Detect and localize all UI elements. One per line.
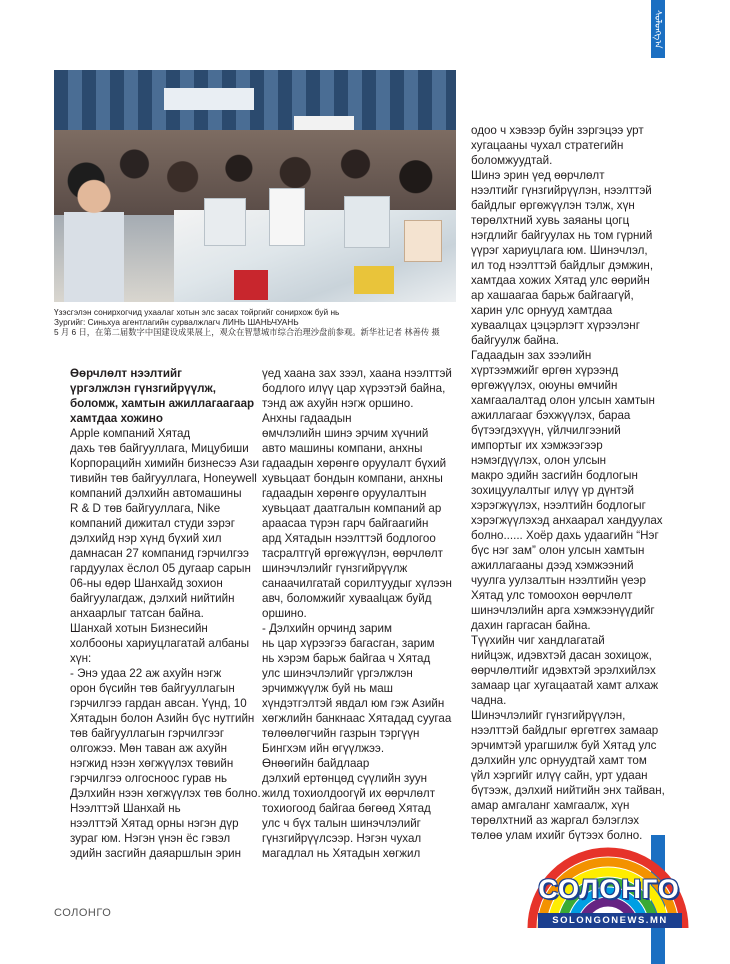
article-text-line: гүнзгийрүүлсээр. Нэгэн чухал <box>262 832 422 845</box>
caption-credit: Зургийг: Синьхуа агентлагийн сурвалжлагч ЛИНЬ ШАНЬЧУАНЬ <box>54 317 299 327</box>
article-text-line: Шанхай хотын Бизнесийн <box>70 622 208 635</box>
article-text-line: өргөжүүлэх, оюуны өмчийн <box>471 379 618 392</box>
article-text-line: эрчимжүүлж буй нь маш <box>262 682 393 695</box>
article-text-line: харин улс орнууд хамтдаа <box>471 304 613 317</box>
article-text-line: хөгжлийн банкнаас Хятадад суугаа <box>262 712 452 725</box>
article-text-line: хамтдаа хожих Хятад улс өөрийн <box>471 274 650 287</box>
article-text-line: төв байгууллагын гэрчилгээг <box>70 727 225 740</box>
article-text-line: хэрэгжүүлэхэд анхаарал хандуулах <box>471 514 663 527</box>
article-text-line: шинэчлэлийг гүнзгийрүүлж <box>262 562 408 575</box>
article-text-line: төлөөлөгчийн газрын тэргүүн <box>262 727 420 740</box>
article-text-line: гардуулах ёслол 05 дугаар сарын <box>70 562 251 575</box>
article-text-line: төрөлхтний аз жаргал бэлэглэх <box>471 814 640 827</box>
logo-wordmark: СОЛОНГО <box>538 874 680 904</box>
article-text-line: төрөлхтний хувь заяаны цогц <box>471 214 630 227</box>
article-text-line: дахь төв байгууллага, Мицубиши <box>70 442 249 455</box>
article-text-line: нь цар хүрээгээ багасган, зарим <box>262 637 435 650</box>
article-column-2 <box>262 366 452 861</box>
article-text-line: улс ч бүх талын шинэчлэлийг <box>262 817 421 830</box>
article-text-line: тасралтгүй өргөжүүлэн, өөрчлөлт <box>262 547 443 560</box>
article-text-line: болно...... Хоёр дахь удаагийн “Нэг <box>471 529 659 542</box>
article-text-line: Нээлттэй Шанхай нь <box>70 802 181 815</box>
article-text-line: хуваалцах цэцэрлэгт хүрээлэнг <box>471 319 640 332</box>
article-text-line: нэмэгдүүлэх, олон улсын <box>471 454 607 467</box>
article-text-line: авто машины компани, анхны <box>262 442 423 455</box>
article-text-line: бүтээж, дэлхий нийтийн энх тайван, <box>471 784 665 797</box>
article-text-line: хамгаалалтад олон улсын хамтын <box>471 394 655 407</box>
article-text-line: Дэлхийн нээн хөгжүүлэх төв болно. <box>70 787 261 800</box>
article-text-line: тивийн төв байгууллага, Honeywell <box>70 472 257 485</box>
article-text-line: шинэчлэлийн арга хэмжээнүүдийг <box>471 604 655 617</box>
article-text-line: жилд тохиолдоогүй их өөрчлөлт <box>262 787 436 800</box>
article-text-line: ажиллагааны дээд хэмжээний <box>471 559 634 572</box>
side-tab-script: ᠰᠤᠯᠤᠩᠭ᠎ᠠ <box>653 9 663 49</box>
article-text-line: эрчимтэй урагшилж буй Хятад улс <box>471 739 657 752</box>
photo-caption <box>54 307 474 337</box>
caption-chinese: 5 月 6 日，在第二届数字中国建设成果展上，观众在智慧城市综合治理沙盘前参观。新华社记者 林善传 摄 <box>54 327 440 337</box>
article-text-line: бодлого илүү цар хүрээтэй байна, <box>262 382 446 395</box>
article-text-line: компаний дижитал студи зэрэг <box>70 517 235 530</box>
article-text-line: дэлхий ертөнцөд сүүлийн зуун <box>262 772 428 785</box>
article-text-line: Шинэчлэлийг гүнзгийрүүлэн, <box>471 709 626 722</box>
article-text-line: амар амгаланг хамгаалж, хүн <box>471 799 630 812</box>
caption-line: Үзэсгэлэн сонирхогчид ухаалаг хотын элс засах тойргийг сонирхож буй нь <box>54 307 340 317</box>
article-text-line: үед хаана зах зээл, хаана нээлттэй <box>262 367 452 380</box>
article-text-line: өөрчлөлтийг идэвхтэй эрэлхийлэх <box>471 664 656 677</box>
article-text-line: зураг юм. Нэгэн үнэн ёс гэвэл <box>70 832 231 845</box>
logo-website: SOLONGONEWS.MN <box>538 913 682 928</box>
article-text-line: дамнасан 27 компанид гэрчилгээ <box>70 547 249 560</box>
article-text-line: өмчлэлийн шинэ эрчим хүчний <box>262 427 429 440</box>
article-text-line: ажиллагааг бэхжүүлэх, бараа <box>471 409 631 422</box>
article-text-line: үүрэг хариуцлага юм. Шинэчлэл, <box>471 244 648 257</box>
article-text-line: холбооны хариуцлагатай албаны <box>70 637 250 650</box>
article-heading-line: боломж, хамтын ажиллагаагаар <box>70 397 255 410</box>
article-text-line: макро эдийн засгийн бодлогын <box>471 469 638 482</box>
article-text-line: байдлыг өргөжүүлэн тэлж, хүн <box>471 199 635 212</box>
article-text-line: - Дэлхийн орчинд зарим <box>262 622 392 635</box>
article-text-line: импортыг их хэмжээгээр <box>471 439 603 452</box>
article-text-line: санаачилгатай сорилтуудыг хүлээн <box>262 577 452 590</box>
article-heading-line: хамтдаа хожино <box>70 412 163 425</box>
article-text-line: хэрэгжүүлэх, нээлтийн бодлогыг <box>471 499 646 512</box>
article-text-line: төлөө улам ихийг бүтээх болно. <box>471 829 643 842</box>
article-heading-line: үргэлжлэн гүнзгийрүүлж, <box>70 382 216 395</box>
article-text-line: бүс нэг зам” олон улсын хамтын <box>471 544 645 557</box>
article-column-1 <box>70 366 261 861</box>
article-text-line: хугацааны чухал стратегийн <box>471 139 624 152</box>
article-text-line: нэгдлийг байгуулах нь том гүрний <box>471 229 653 242</box>
article-text-line: нийцэж, идэвхтэй дасан зохицож, <box>471 649 652 662</box>
footer-magazine-name: СОЛОНГО <box>54 907 112 919</box>
article-text-line: оршино. <box>262 607 307 620</box>
article-text-line: дахин гаргасан байна. <box>471 619 591 632</box>
article-text-line: анхаарлыг татсан байна. <box>70 607 204 620</box>
article-text-line: нээлтийг гүнзгийрүүлэн, нээлттэй <box>471 184 652 197</box>
article-text-line: чуулга уулзалтын нээлтийн үеэр <box>471 574 646 587</box>
article-text-line: Анхны гадаадын <box>262 412 352 425</box>
article-text-line: ар хашаагаа барьж байгаагүй, <box>471 289 634 302</box>
article-text-line: R & D төв байгууллага, Nike <box>70 502 221 515</box>
article-text-line: Гадаадын зах зээлийн <box>471 349 592 362</box>
article-text-line: магадлал нь Хятадын хөгжил <box>262 847 421 860</box>
article-text-line: тэнд аж ахуйн нэгж оршино. <box>262 397 414 410</box>
article-text-line: нэгжид нээн хөгжүүлэх төвийн <box>70 757 234 770</box>
article-text-line: араасаа түрэн гарч байгаагийн <box>262 517 429 530</box>
article-text-line: Өнөөгийн байдлаар <box>262 757 370 770</box>
article-text-line: одоо ч хэвээр буйн зэргэцээ урт <box>471 124 644 137</box>
article-text-line: гадаадын хөрөнгө оруулалтын <box>262 487 427 500</box>
article-text-line: байгуулж байна. <box>471 334 559 347</box>
article-text-line: зохицуулалтыг илүү үр дүнтэй <box>471 484 635 497</box>
article-text-line: Apple компаний Хятад <box>70 427 191 440</box>
article-text-line: нь хэрэм барьж байгаа ч Хятад <box>262 652 431 665</box>
article-text-line: олгожээ. Мөн таван аж ахуйн <box>70 742 228 755</box>
article-text-line: Шинэ эрин үед өөрчлөлт <box>471 169 605 182</box>
article-photo <box>54 70 456 302</box>
article-text-line: хувьцаат даатгалын компаний ар <box>262 502 442 515</box>
article-column-3 <box>471 123 665 843</box>
article-text-line: орон бүсийн төв байгууллагын <box>70 682 235 695</box>
article-text-line: нээлттэй байдлыг өргөтгөх замаар <box>471 724 659 737</box>
article-text-line: Түүхийн чиг хандлагатай <box>471 634 605 647</box>
article-text-line: Корпорацийн химийн бизнесээ Ази <box>70 457 260 470</box>
article-text-line: хүндэтгэлтэй явдал юм гэж Азийн <box>262 697 445 710</box>
article-text-line: хувьцаат бондын компани, анхны <box>262 472 443 485</box>
article-text-line: гэрчилгээ олгосноос гурав нь <box>70 772 228 785</box>
article-text-line: авч, боломжийг хувааlцаж буйд <box>262 592 432 605</box>
article-text-line: 06-ны өдөр Шанхайд зохион <box>70 577 223 590</box>
article-text-line: үйл хэргийг илүү сайн, урт удаан <box>471 769 648 782</box>
article-text-line: хүн: <box>70 652 92 665</box>
article-text-line: ил тод нээлттэй байдлыг дэмжин, <box>471 259 654 272</box>
article-text-line: замаар цаг хугацаатай хамт алхаж <box>471 679 659 692</box>
article-text-line: нээлттэй Хятад орны нэгэн дүр <box>70 817 239 830</box>
article-text-line: улс шинэчлэлийг үргэлжлэн <box>262 667 413 680</box>
article-text-line: хүртээмжийг өргөн хүрээнд <box>471 364 619 377</box>
article-text-line: чадна. <box>471 694 507 707</box>
article-text-line: дэлхийн улс орнуудтай хамт том <box>471 754 647 767</box>
article-text-line: байгуулагдаж, дэлхий нийтийн <box>70 592 235 605</box>
article-text-line: компаний дэлхийн автомашины <box>70 487 242 500</box>
article-text-line: Хятад улс томоохон өөрчлөлт <box>471 589 633 602</box>
article-text-line: бүтээгдэхүүн, үйлчилгээний <box>471 424 621 437</box>
article-heading-line: Өөрчлөлт нээлтийг <box>70 367 182 380</box>
article-text-line: Бингхэм ийн өгүүлжээ. <box>262 742 385 755</box>
article-text-line: гэрчилгээ гардан авсан. Үүнд, 10 <box>70 697 247 710</box>
article-text-line: ард Хятадын нээлттэй бодлогоо <box>262 532 436 545</box>
article-text-line: - Энэ удаа 22 аж ахуйн нэгж <box>70 667 222 680</box>
article-text-line: эдийн засгийн даяаршлын эрин <box>70 847 242 860</box>
article-text-line: дэлхийд нэр хүнд бүхий хил <box>70 532 222 545</box>
article-text-line: Хятадын болон Азийн бүс нутгийн <box>70 712 255 725</box>
article-text-line: боломжуудтай. <box>471 154 553 167</box>
article-text-line: тохиогоод байгаа бөгөөд Хятад <box>262 802 431 815</box>
article-text-line: гадаадын хөрөнгө оруулалт бүхий <box>262 457 447 470</box>
